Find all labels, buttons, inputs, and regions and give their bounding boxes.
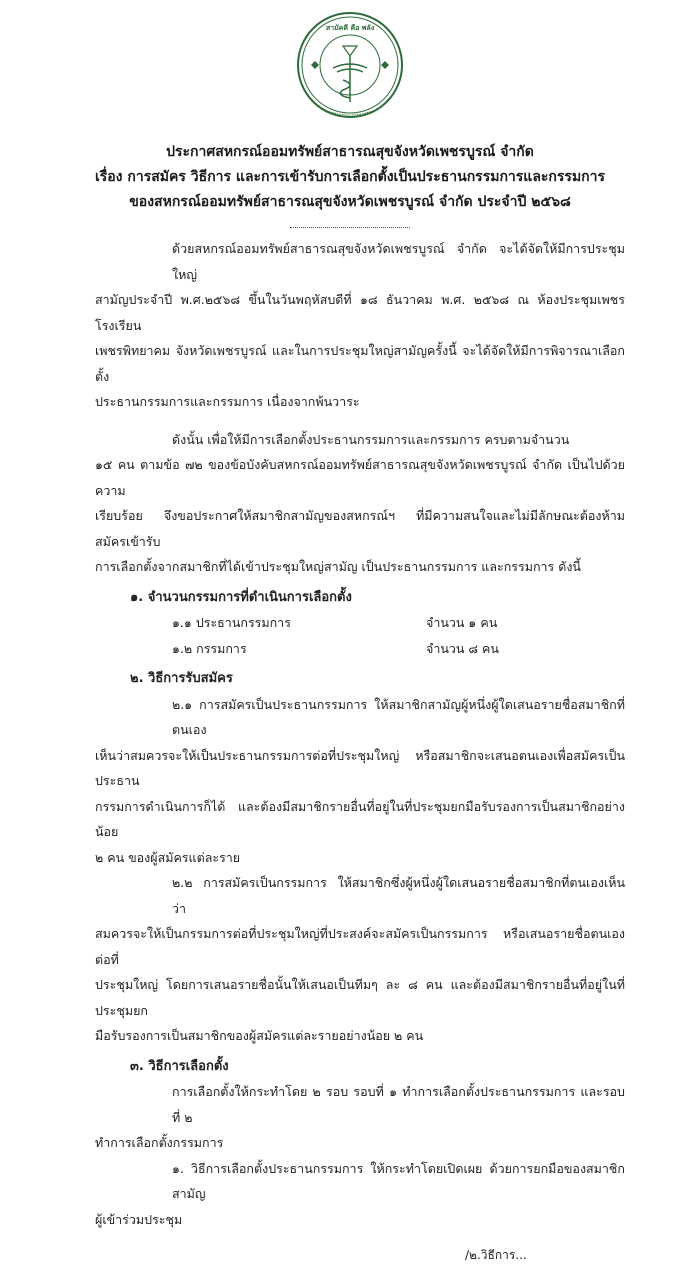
intro-p1-line: สามัญประจำปี พ.ศ.๒๕๖๘ ขึ้นในวันพฤหัสบดีที่ ๑๘ ธันวาคม พ.ศ. ๒๕๖๘ ณ ห้องประชุมเพชร โรงเรียน [95, 292, 625, 333]
section1-item-label: ๑.๑ ประธานกรรมการ [172, 615, 291, 630]
section1-item-count: จำนวน ๑ คน [426, 615, 498, 630]
section2-p2-line: ประชุมใหญ่ โดยการเสนอรายชื่อนั้นให้เสนอเป็นทีมๆ ละ ๘ คน และต้องมีสมาชิกรายอื่นที่อยู่ในที่ประชุมยก [95, 977, 625, 1018]
section3-p2-line: ผู้เข้าร่วมประชุม [95, 1211, 183, 1227]
announcement-subject: เรื่อง การสมัคร วิธีการ และการเข้ารับการเลือกตั้งเป็นประธานกรรมการและกรรมการ [94, 169, 606, 185]
section2-p1-line: ๒ คน ของผู้สมัครแต่ละราย [95, 849, 241, 865]
section2-p1-line: ๒.๑ การสมัครเป็นประธานกรรมการ ให้สมาชิกสามัญผู้หนึ่งผู้ใดเสนอรายชื่อสมาชิกที่ตนเอง [172, 696, 625, 737]
section1-item-count: จำนวน ๘ คน [426, 640, 499, 656]
intro-p2-line: เรียบร้อย จึงขอประกาศให้สมาชิกสามัญของสหกรณ์ฯ ที่มีความสนใจและไม่มีลักษณะต้องห้าม สมัครเข้ารับ [95, 508, 625, 549]
section2-p1-line: เห็นว่าสมควรจะให้เป็นประธานกรรมการต่อที่ประชุมใหญ่ หรือสมาชิกจะเสนอตนเองเพื่อสมัครเป็นประธาน [95, 747, 625, 788]
section2-p2-line: ๒.๒ การสมัครเป็นกรรมการ ให้สมาชิกซึ่งผู้หนึ่งผู้ใดเสนอรายชื่อสมาชิกที่ตนเองเห็นว่า [172, 875, 625, 916]
intro-p1-line: เพชรพิทยาคม จังหวัดเพชรบูรณ์ และในการประชุมใหญ่สามัญครั้งนี้ จะได้จัดให้มีการพิจารณาเลือกตั้ง [95, 343, 625, 384]
section1-item-label: ๑.๒ กรรมการ [172, 640, 247, 656]
section2-heading: ๒. วิธีการรับสมัคร [130, 671, 233, 686]
continued-marker: /๒.วิธีการ... [465, 1248, 527, 1262]
section3-p1-line: ทำการเลือกตั้งกรรมการ [95, 1135, 224, 1150]
intro-p2-line: ดังนั้น เพื่อให้มีการเลือกตั้งประธานกรรมการและกรรมการ ครบตามจำนวน [172, 431, 570, 447]
cooperative-seal-logo [295, 10, 405, 120]
section2-p1-line: กรรมการดำเนินการก็ได้ และต้องมีสมาชิกรายอื่นที่อยู่ในที่ประชุมยกมือรับรองการเป็นสมาชิกอย่างน้อย [95, 798, 625, 839]
intro-p2-line: ๑๕ คน ตามข้อ ๗๒ ของข้อบังคับสหกรณ์ออมทรัพย์สาธารณสุขจังหวัดเพชรบูรณ์ จำกัด เป็นไปด้วยความ [95, 457, 625, 498]
announcement-title: ประกาศสหกรณ์ออมทรัพย์สาธารณสุขจังหวัดเพชรบูรณ์ จำกัด [166, 144, 534, 160]
intro-p1-line: ด้วยสหกรณ์ออมทรัพย์สาธารณสุขจังหวัดเพชรบูรณ์ จำกัด จะได้จัดให้มีการประชุมใหญ่ [172, 241, 625, 282]
section3-p1-line: การเลือกตั้งให้กระทำโดย ๒ รอบ รอบที่ ๑ ทำการเลือกตั้งประธานกรรมการ และรอบที่ ๒ [172, 1084, 625, 1125]
section1-item [95, 610, 625, 636]
section1-heading: ๑. จำนวนกรรมการที่ดำเนินการเลือกตั้ง [130, 589, 352, 605]
section3-heading: ๓. วิธีการเลือกตั้ง [130, 1058, 229, 1074]
intro-p1-line: ประธานกรรมการและกรรมการ เนื่องจากพ้นวาระ [95, 394, 360, 409]
section1-item [95, 636, 625, 662]
section3-p2-line: ๑. วิธีการเลือกตั้งประธานกรรมการ ให้กระทำโดยเปิดเผย ด้วยการยกมือของสมาชิกสามัญ [172, 1160, 625, 1201]
document-body [95, 236, 625, 1232]
divider-dots [290, 227, 410, 228]
announcement-subject-cont: ของสหกรณ์ออมทรัพย์สาธารณสุขจังหวัดเพชรบูรณ์ จำกัด ประจำปี ๒๕๖๘ [129, 194, 571, 210]
intro-p2-line: การเลือกตั้งจากสมาชิกที่ได้เข้าประชุมใหญ่สามัญ เป็นประธานกรรมการ และกรรมการ ดังนี้ [95, 559, 581, 574]
section2-p2-line: มือรับรองการเป็นสมาชิกของผู้สมัครแต่ละรายอย่างน้อย ๒ คน [95, 1028, 424, 1043]
logo-motto: สามัคคี คือ พลัง [325, 24, 375, 32]
section2-p2-line: สมควรจะให้เป็นกรรมการต่อที่ประชุมใหญ่ที่ประสงค์จะสมัครเป็นกรรมการ หรือเสนอรายชื่อตนเองต่อที่ [95, 926, 625, 967]
